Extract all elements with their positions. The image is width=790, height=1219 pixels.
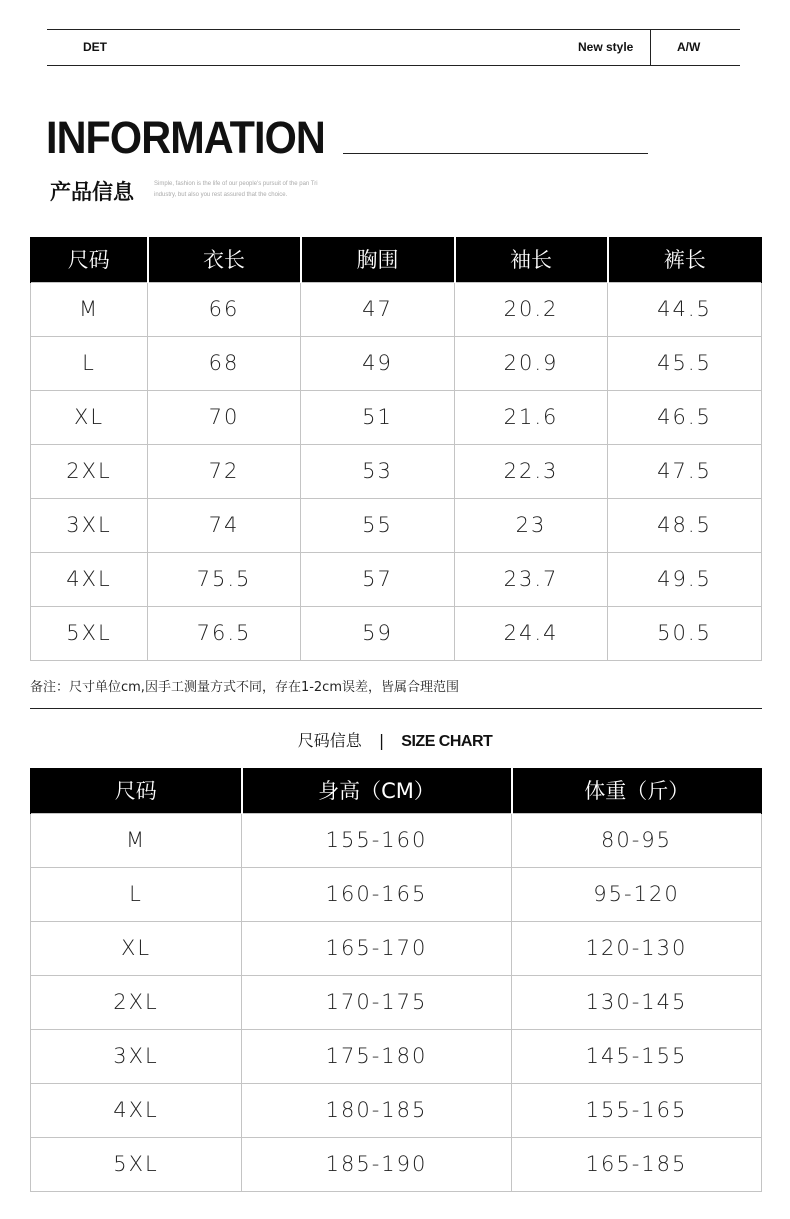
table-cell: 160-165 [242, 867, 512, 921]
table-cell: 55 [301, 498, 455, 552]
top-header-bar [47, 29, 740, 66]
header-cell: 裤长 [608, 237, 762, 282]
table-cell: 50.5 [608, 606, 762, 660]
table-header-row [31, 768, 762, 813]
table-cell: 155-165 [512, 1083, 762, 1137]
header-cell: 衣长 [148, 237, 301, 282]
table-cell: 44.5 [608, 282, 762, 336]
table-cell: 57 [301, 552, 455, 606]
table-cell: M [31, 813, 242, 867]
table-cell: 68 [148, 336, 301, 390]
header-cell: 体重（斤） [512, 768, 762, 813]
table-cell: 170-175 [242, 975, 512, 1029]
table-cell: 70 [148, 390, 301, 444]
table-cell: 155-160 [242, 813, 512, 867]
table-cell: 22.3 [455, 444, 608, 498]
table-cell: 49.5 [608, 552, 762, 606]
table-cell: 76.5 [148, 606, 301, 660]
table-cell: 2XL [31, 975, 242, 1029]
table-row [31, 1137, 762, 1191]
table-cell: 2XL [31, 444, 148, 498]
page-title: INFORMATION [46, 112, 325, 163]
table-cell: 59 [301, 606, 455, 660]
table-cell: 21.6 [455, 390, 608, 444]
table-cell: 80-95 [512, 813, 762, 867]
table-cell: 48.5 [608, 498, 762, 552]
header-cell: 身高（CM） [242, 768, 512, 813]
table-cell: 72 [148, 444, 301, 498]
table-row [31, 552, 762, 606]
table-cell: 165-170 [242, 921, 512, 975]
table-cell: 49 [301, 336, 455, 390]
size-chart-table [30, 768, 762, 1192]
section-divider [30, 708, 762, 709]
table-cell: 130-145 [512, 975, 762, 1029]
table-cell: 3XL [31, 498, 148, 552]
table-row [31, 867, 762, 921]
table-cell: L [31, 867, 242, 921]
size-chart-title [0, 728, 790, 751]
table-cell: 20.9 [455, 336, 608, 390]
page-subtitle: 产品信息 [50, 180, 134, 204]
table-row [31, 336, 762, 390]
table-cell: 95-120 [512, 867, 762, 921]
table-cell: 23 [455, 498, 608, 552]
table-cell: 165-185 [512, 1137, 762, 1191]
measurement-table [30, 237, 762, 661]
title-underline [343, 153, 648, 154]
table-cell: 145-155 [512, 1029, 762, 1083]
table-row [31, 498, 762, 552]
table-cell: 120-130 [512, 921, 762, 975]
brand-label: DET [83, 40, 107, 54]
table-header-row [31, 237, 762, 282]
table-row [31, 1029, 762, 1083]
table-row [31, 390, 762, 444]
table-cell: 185-190 [242, 1137, 512, 1191]
table-row [31, 606, 762, 660]
table-cell: 3XL [31, 1029, 242, 1083]
table-cell: 47 [301, 282, 455, 336]
title-separator: | [378, 731, 385, 750]
header-cell: 尺码 [31, 768, 242, 813]
table-cell: 4XL [31, 552, 148, 606]
header-cell: 胸围 [301, 237, 455, 282]
table-cell: 53 [301, 444, 455, 498]
table-cell: 51 [301, 390, 455, 444]
table-cell: 66 [148, 282, 301, 336]
table-cell: 23.7 [455, 552, 608, 606]
size-chart-title-en: SIZE CHART [401, 733, 493, 750]
table-row [31, 444, 762, 498]
table-cell: 24.4 [455, 606, 608, 660]
header-divider [650, 30, 651, 66]
table-cell: XL [31, 390, 148, 444]
table-cell: 5XL [31, 606, 148, 660]
table-cell: 46.5 [608, 390, 762, 444]
tagline-text: Simple, fashion is the life of our people's pursuit of the pan Tri industry, but also you rest assured that the choice. [154, 181, 318, 198]
season-label: A/W [677, 40, 701, 54]
table-cell: 4XL [31, 1083, 242, 1137]
table-cell: XL [31, 921, 242, 975]
header-cell: 袖长 [455, 237, 608, 282]
table-cell: 47.5 [608, 444, 762, 498]
table-cell: 20.2 [455, 282, 608, 336]
table-cell: 5XL [31, 1137, 242, 1191]
header-cell: 尺码 [31, 237, 148, 282]
table-cell: 180-185 [242, 1083, 512, 1137]
table-cell: M [31, 282, 148, 336]
size-chart-title-cn: 尺码信息 [297, 731, 362, 750]
table-cell: 75.5 [148, 552, 301, 606]
table-row [31, 813, 762, 867]
table-cell: 74 [148, 498, 301, 552]
table-cell: 45.5 [608, 336, 762, 390]
table-row [31, 282, 762, 336]
measurement-note: 备注：尺寸单位cm,因手工测量方式不同，存在1-2cm误差，皆属合理范围 [30, 680, 459, 695]
new-style-label: New style [578, 40, 634, 54]
table-cell: L [31, 336, 148, 390]
table-row [31, 975, 762, 1029]
table-row [31, 921, 762, 975]
table-cell: 175-180 [242, 1029, 512, 1083]
table-row [31, 1083, 762, 1137]
